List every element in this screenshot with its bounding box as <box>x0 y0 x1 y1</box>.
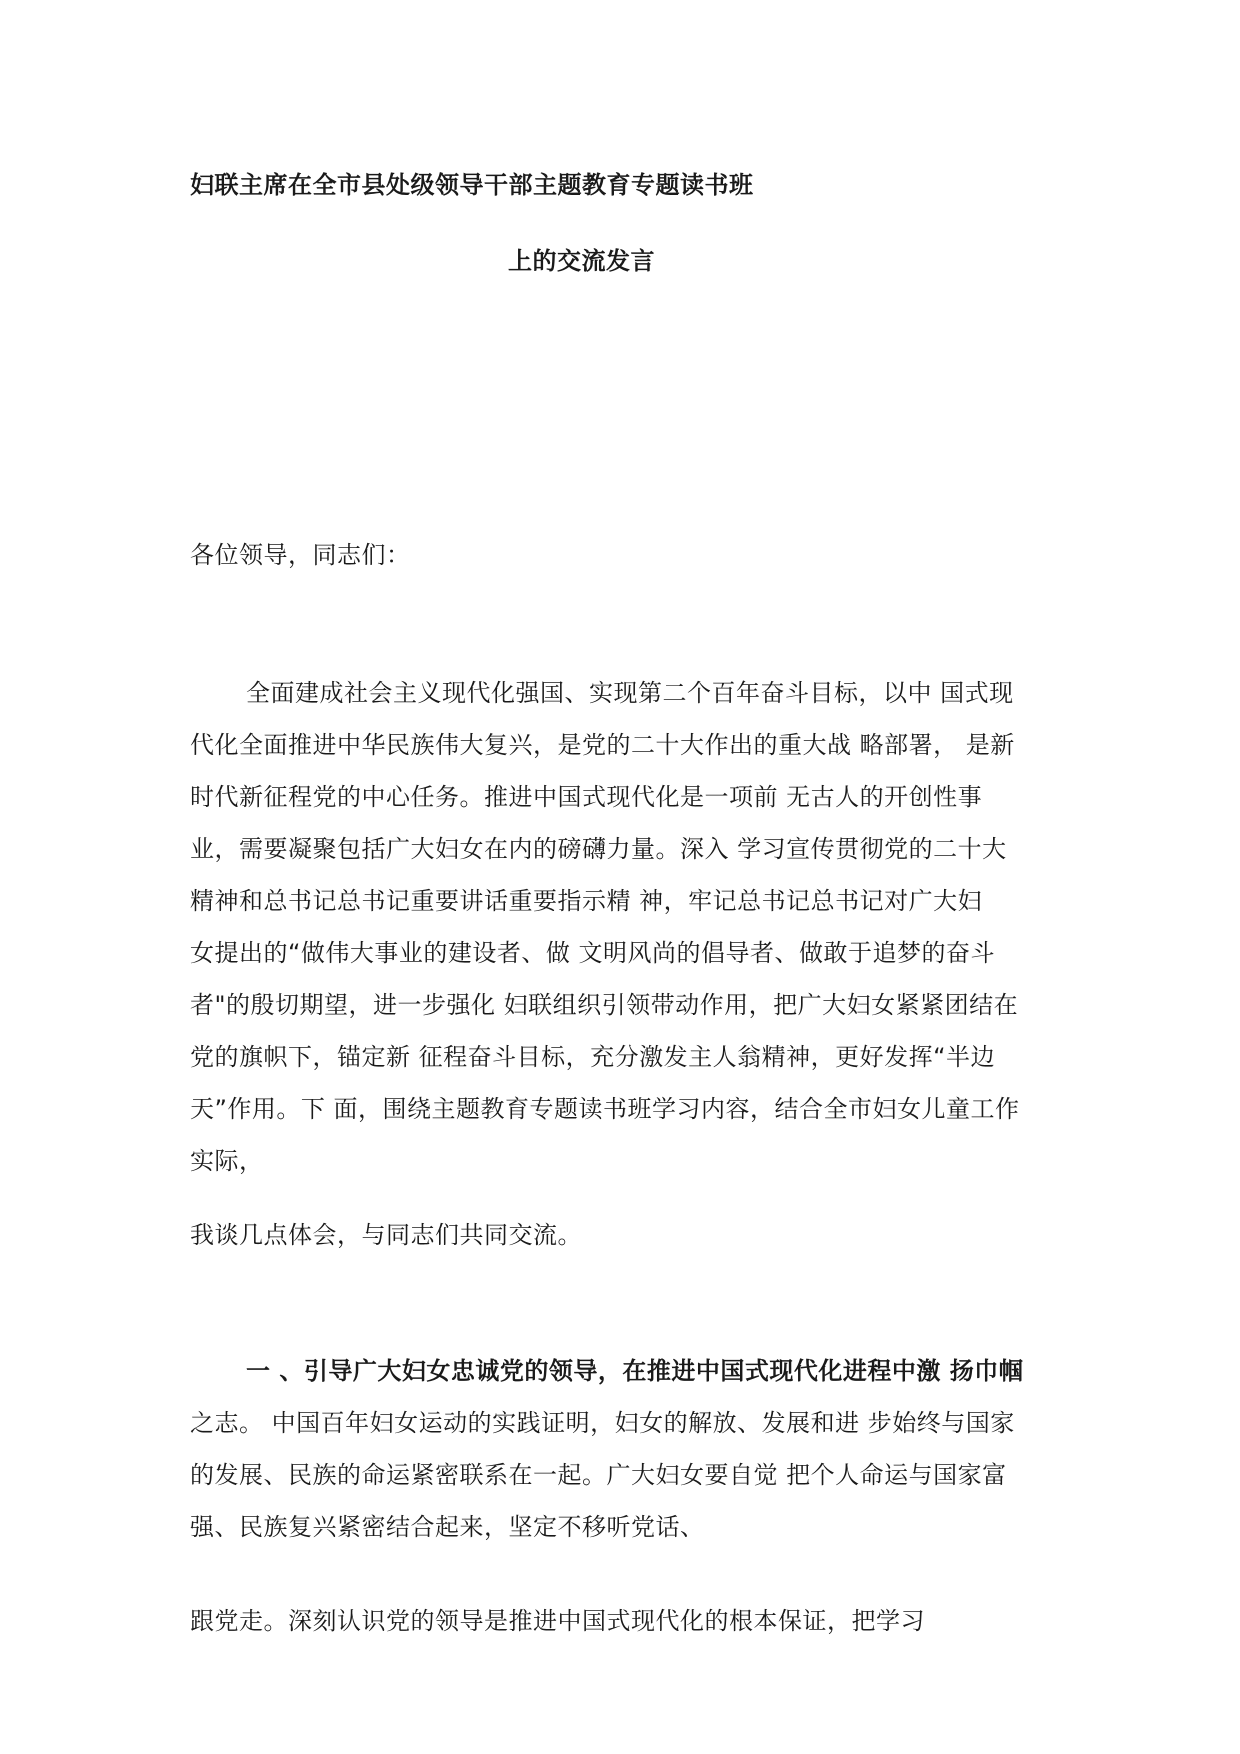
paragraph-line: 精神和总书记总书记重要讲话重要指示精 神，牢记总书记总书记对广大妇 <box>190 887 983 915</box>
paragraph-line: 天”作用。下 面，围绕主题教育专题读书班学习内容，结合全市妇女儿童工作 <box>190 1095 1020 1123</box>
paragraph-line: 时代新征程党的中心任务。推进中国式现代化是一项前 无古人的开创性事 <box>190 783 983 811</box>
section-1-line: 强、民族复兴紧密结合起来，坚定不移听党话、 <box>190 1513 705 1541</box>
paragraph-line: 党的旗帜下，锚定新 征程奋斗目标，充分激发主人翁精神，更好发挥“半边 <box>190 1043 996 1071</box>
paragraph-line: 业，需要凝聚包括广大妇女在内的磅礴力量。深入 学习宣传贯彻党的二十大 <box>190 835 1007 863</box>
section-1-continuation: 跟党走。深刻认识党的领导是推进中国式现代化的根本保证，把学习 <box>190 1607 925 1635</box>
paragraph-1-closing: 我谈几点体会，与同志们共同交流。 <box>190 1221 582 1249</box>
paragraph-line: 实际， <box>190 1147 264 1175</box>
document-title-line-1: 妇联主席在全市县处级领导干部主题教育专题读书班 <box>190 171 754 199</box>
section-1-line: 的发展、民族的命运紧密联系在一起。广大妇女要自觉 把个人命运与国家富 <box>190 1461 1007 1489</box>
paragraph-line: 者"的殷切期望，进一步强化 妇联组织引领带动作用，把广大妇女紧紧团结在 <box>190 991 1019 1019</box>
section-1-line: 之志。 中国百年妇女运动的实践证明，妇女的解放、发展和进 步始终与国家 <box>190 1409 1015 1437</box>
section-1-heading: 一 、引导广大妇女忠诚党的领导，在推进中国式现代化进程中激 扬巾帼 <box>246 1357 1024 1385</box>
paragraph-line: 女提出的“做伟大事业的建设者、做 文明风尚的倡导者、做敢于追梦的奋斗 <box>190 939 996 967</box>
document-title-line-2: 上的交流发言 <box>508 247 655 275</box>
paragraph-line: 全面建成社会主义现代化强国、实现第二个百年奋斗目标，以中 国式现 <box>246 679 1014 707</box>
salutation: 各位领导，同志们： <box>190 541 411 569</box>
paragraph-line: 代化全面推进中华民族伟大复兴，是党的二十大作出的重大战 略部署， 是新 <box>190 731 1015 759</box>
